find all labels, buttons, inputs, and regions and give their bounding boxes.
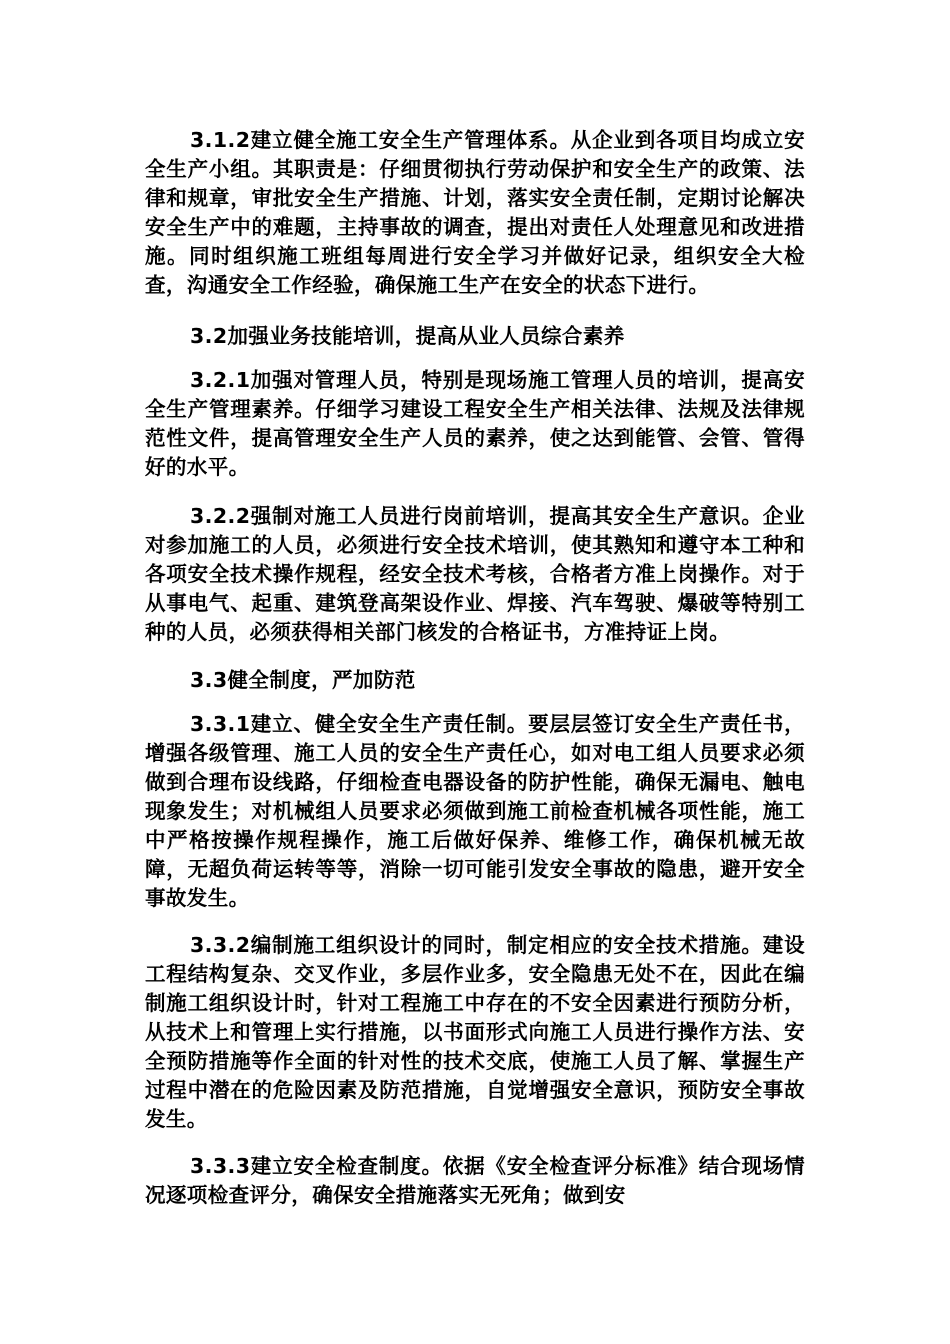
heading-3-3: 3.3健全制度，严加防范: [190, 668, 416, 692]
paragraph-3-1-2: 3.1.2建立健全施工安全生产管理体系。从企业到各项目均成立安全生产小组。其职责是：仔细贯彻执行劳动保护和安全生产的政策、法律和规章，审批安全生产措施、计划，落实安全责任制，定期讨论解决安全生产中的难题，主持事故的调查，提出对责任人处理意见和改进措施。同时组织施工班组每周进行安全学习并做好记录，组织安全大检查，沟通安全工作经验，确保施工生产在安全的状态下进行。: [145, 128, 805, 297]
paragraph-3-2-1: 3.2.1加强对管理人员，特别是现场施工管理人员的培训，提高安全生产管理素养。仔细学习建设工程安全生产相关法律、法规及法律规范性文件，提高管理安全生产人员的素养，使之达到能管、会管、管得好的水平。: [145, 368, 805, 479]
paragraph-3-3-1: 3.3.1建立、健全安全生产责任制。要层层签订安全生产责任书，增强各级管理、施工人员的安全生产责任心，如对电工组人员要求必须做到合理布设线路，仔细检查电器设备的防护性能，确保无漏电、触电现象发生；对机械组人员要求必须做到施工前检查机械各项性能，施工中严格按操作规程操作，施工后做好保养、维修工作，确保机械无故障，无超负荷运转等等，消除一切可能引发安全事故的隐患，避开安全事故发生。: [145, 712, 805, 910]
heading-3-2: 3.2加强业务技能培训，提高从业人员综合素养: [190, 324, 625, 348]
paragraph-3-2-2: 3.2.2强制对施工人员进行岗前培训，提高其安全生产意识。企业对参加施工的人员，必须进行安全技术培训，使其熟知和遵守本工种和各项安全技术操作规程，经安全技术考核，合格者方准上岗操作。对于从事电气、起重、建筑登高架设作业、焊接、汽车驾驶、爆破等特别工种的人员，必须获得相关部门核发的合格证书，方准持证上岗。: [145, 504, 805, 644]
paragraph-3-3-3: 3.3.3建立安全检查制度。依据《安全检查评分标准》结合现场情况逐项检查评分，确保安全措施落实无死角；做到安: [145, 1154, 805, 1207]
paragraph-3-3-2: 3.3.2编制施工组织设计的同时，制定相应的安全技术措施。建设工程结构复杂、交叉作业，多层作业多，安全隐患无处不在，因此在编制施工组织设计时，针对工程施工中存在的不安全因素进行预防分析，从技术上和管理上实行措施，以书面形式向施工人员进行操作方法、安全预防措施等作全面的针对性的技术交底，使施工人员了解、掌握生产过程中潜在的危险因素及防范措施，自觉增强安全意识，预防安全事故发生。: [145, 933, 805, 1131]
